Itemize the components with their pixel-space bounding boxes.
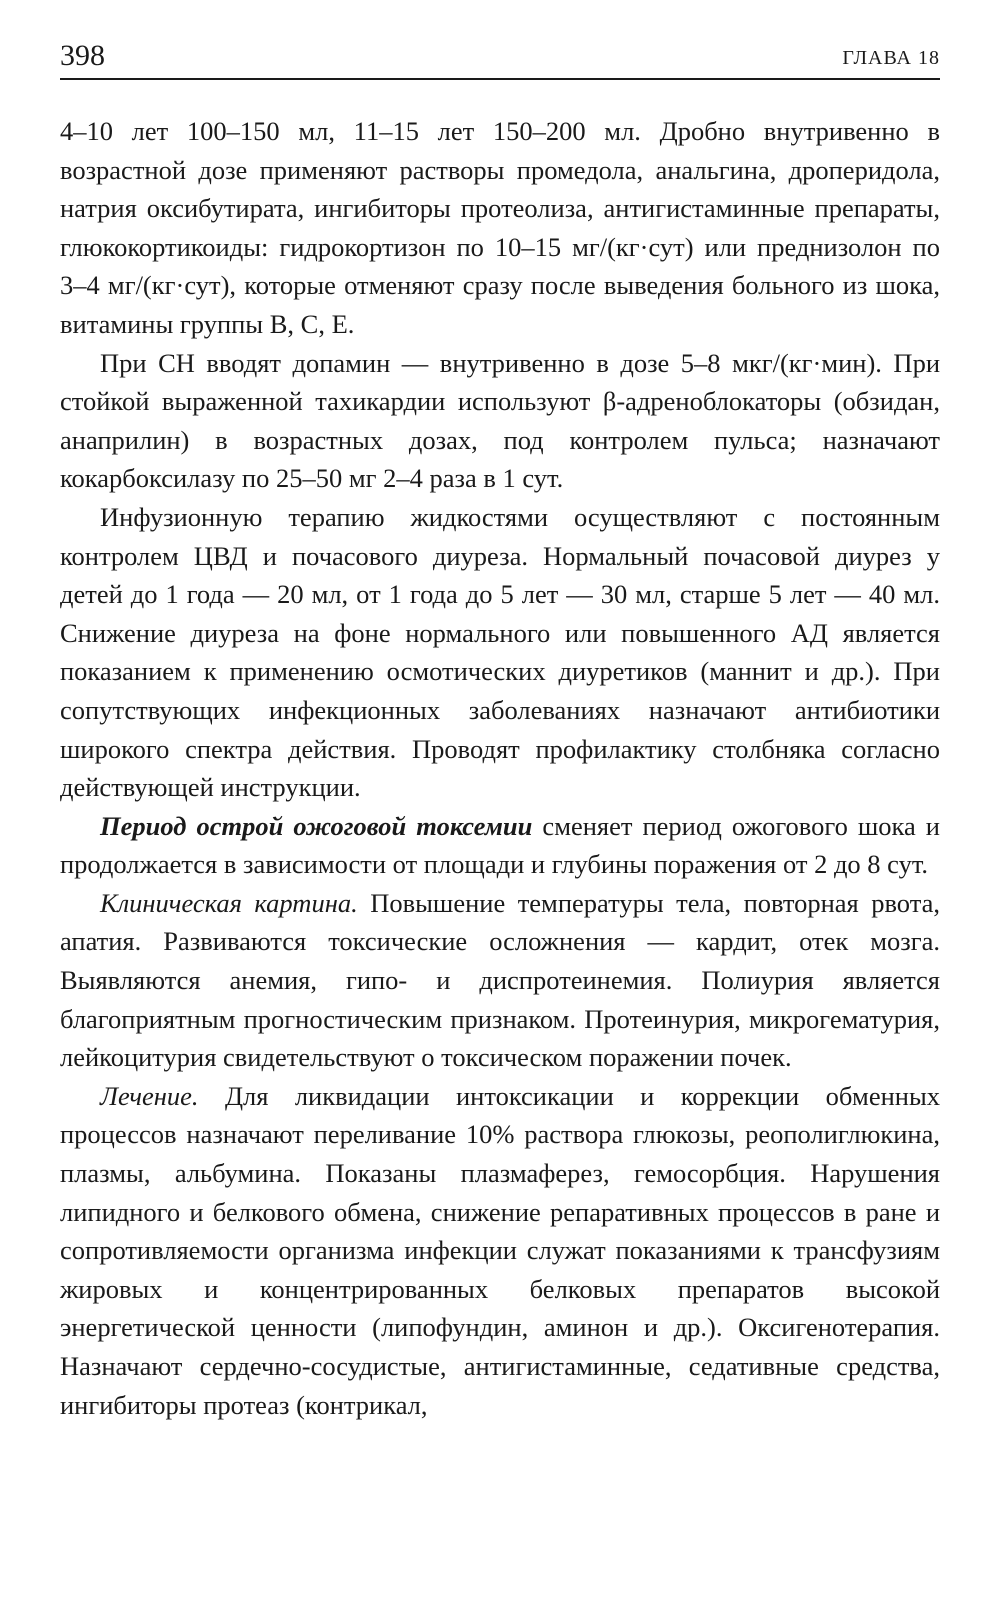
paragraph-4-text: сменяет период ожогового шока и продолжается в зависимости от площади и глубины поражения от 2 до 8 сут. <box>60 810 940 880</box>
page-body <box>60 112 940 1424</box>
paragraph-5-text: Повышение температуры тела, повторная рвота, апатия. Развиваются токсические осложнения — кардит, отек мозга. Выявляются анемия, гипо- и диспротеинемия. Полиурия является благоприятным прогностическим признаком. Протеинурия, микрогематурия, лейкоцитурия свидетельствуют о токсическом поражении почек. <box>60 887 940 1073</box>
paragraph-6 <box>60 1077 940 1424</box>
paragraph-3: Инфузионную терапию жидкостями осуществляют с постоянным контролем ЦВД и почасового диуреза. Нормальный почасовой диурез у детей до 1 года — 20 мл, от 1 года до 5 лет — 30 мл, старше 5 лет — 40 мл. Снижение диуреза на фоне нормального или повышенного АД является показанием к применению осмотических диуретиков (маннит и др.). При сопутствующих инфекционных заболеваниях назначают антибиотики широкого спектра действия. Проводят профилактику столбняка согласно действующей инструкции. <box>60 501 940 803</box>
page-number: 398 <box>60 39 105 72</box>
header-rule <box>60 78 940 80</box>
paragraph-2: При СН вводят допамин — внутривенно в дозе 5–8 мкг/(кг·мин). При стойкой выраженной тахикардии используют β-адреноблокаторы (обзидан, анаприлин) в возрастных дозах, под контролем пульса; назначают кокарбоксилазу по 25–50 мг 2–4 раза в 1 сут. <box>60 347 940 494</box>
treatment-heading: Лечение. <box>100 1080 199 1111</box>
chapter-label: ГЛАВА 18 <box>842 47 940 69</box>
paragraph-6-text: Для ликвидации интоксикации и коррекции обменных процессов назначают переливание 10% раствора глюкозы, реополиглюкина, плазмы, альбумина. Показаны плазмаферез, гемосорбция. Нарушения липидного и белкового обмена, снижение репаративных процессов в ране и сопротивляемости организма инфекции служат показаниями к трансфузиям жировых и концентрированных белковых препаратов высокой энергетической ценности (липофундин, аминон и др.). Оксигенотерапия. Назначают сердечно-сосудистые, антигистаминные, седативные средства, ингибиторы протеаз (контрикал, <box>60 1080 940 1420</box>
page-header <box>60 38 940 78</box>
paragraph-1: 4–10 лет 100–150 мл, 11–15 лет 150–200 мл. Дробно внутривенно в возрастной дозе применяют растворы промедола, анальгина, дроперидола, натрия оксибутирата, ингибиторы протеолиза, антигистаминные препараты, глюкокортикоиды: гидрокортизон по 10–15 мг/(кг·сут) или преднизолон по 3–4 мг/(кг·сут), которые отменяют сразу после выведения больного из шока, витамины группы В, С, Е. <box>60 116 940 339</box>
paragraph-4 <box>60 807 940 884</box>
clinical-picture-heading: Клиническая картина. <box>100 887 358 918</box>
paragraph-5 <box>60 884 940 1077</box>
term-toxemia-heading: Период острой ожоговой токсемии <box>100 810 533 841</box>
